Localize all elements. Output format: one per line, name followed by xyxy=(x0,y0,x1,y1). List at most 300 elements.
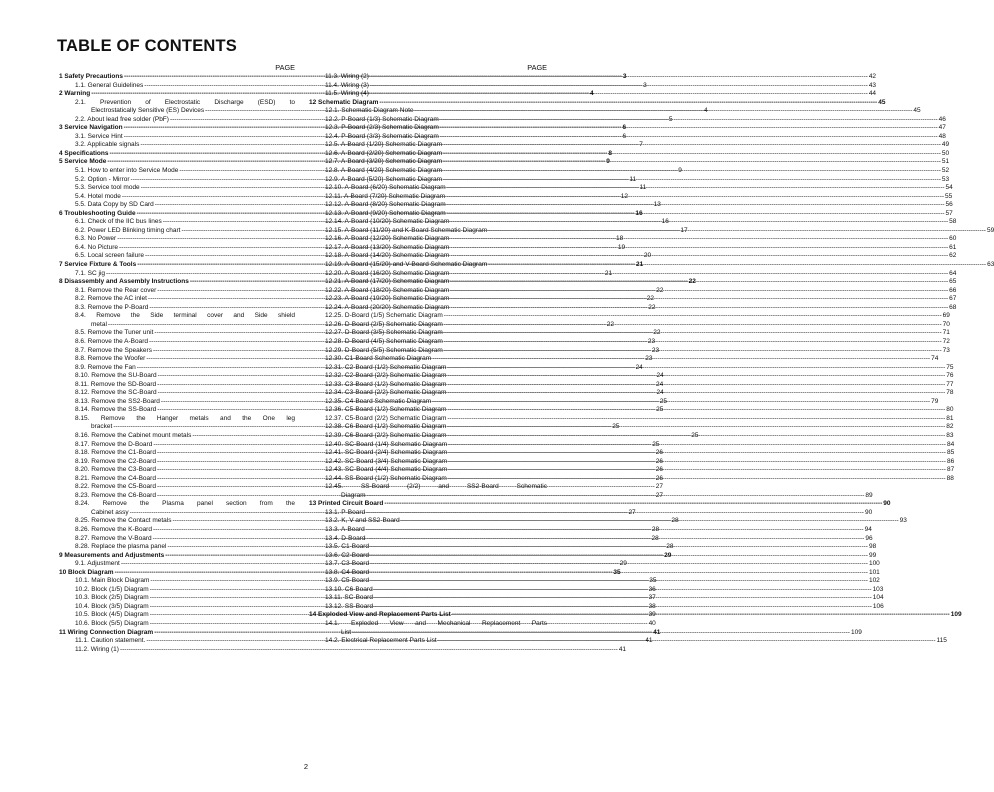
toc-section-entry[interactable] xyxy=(309,98,886,108)
toc-entry-title: 7 Service Fixture & Tools xyxy=(59,261,137,269)
toc-entry-page: 40 xyxy=(648,620,656,627)
toc-entry-page: 12 xyxy=(620,192,628,200)
toc-entry-title: 8.22. Remove the C5-Board xyxy=(75,483,156,491)
toc-entry-page: 24 xyxy=(635,363,643,371)
dot-leader xyxy=(444,312,942,321)
toc-subsection-entry[interactable] xyxy=(309,355,939,364)
toc-entry-page: 43 xyxy=(868,81,877,89)
toc-entry-title: 13.6. C2-Board xyxy=(325,551,370,559)
toc-subsection-entry[interactable] xyxy=(309,252,957,261)
dot-leader xyxy=(432,355,930,364)
toc-subsection-entry[interactable] xyxy=(309,320,950,330)
dot-leader xyxy=(448,466,946,475)
toc-entry-title: 10.2. Block (1/5) Diagram xyxy=(75,585,149,593)
toc-entry-page: 100 xyxy=(868,560,880,568)
toc-entry-title: 12.18. A-Board (14/20) Schematic Diagram xyxy=(325,252,450,260)
toc-entry-page: 80 xyxy=(946,406,954,414)
dot-leader xyxy=(447,210,945,219)
toc-entry-page: 49 xyxy=(941,141,950,149)
toc-entry-title-continued: Cabinet assy xyxy=(91,508,129,516)
toc-entry-title: 13.4. D-Board xyxy=(325,534,366,542)
dot-leader xyxy=(447,432,945,441)
toc-entry-title: 2.1. Prevention of Electrostatic Discharge (ESD) to xyxy=(75,98,295,106)
toc-entry-page: 52 xyxy=(941,167,950,175)
toc-entry-title: 10.5. Block (4/5) Diagram xyxy=(75,611,149,619)
dot-leader xyxy=(415,107,913,116)
toc-entry-title: 12.30. C1-Board Schematic Diagram xyxy=(325,355,432,363)
toc-entry-page: 41 xyxy=(653,628,661,636)
toc-entry-page: 3 xyxy=(622,73,627,80)
toc-entry-title: 12.22. A-Board (18/20) Schematic Diagram xyxy=(325,286,450,294)
toc-entry-title: 12.15. A-Board (11/20) and K-Board Schematic Diagram xyxy=(325,226,488,234)
toc-entry-page: 53 xyxy=(941,175,950,183)
dot-leader xyxy=(384,500,882,509)
dot-leader xyxy=(370,73,868,82)
toc-entry-title: 12.41. SC-Board (2/4) Schematic Diagram xyxy=(325,449,448,457)
toc-entry-title: 12.10. A-Board (6/20) Schematic Diagram xyxy=(325,184,446,192)
toc-subsection-entry[interactable] xyxy=(309,158,950,167)
toc-entry-title: 8.11. Remove the SD-Board xyxy=(75,380,157,388)
toc-entry-title: 13.5. C1-Board xyxy=(325,543,370,551)
toc-subsection-entry[interactable] xyxy=(309,115,946,125)
toc-entry-page: 103 xyxy=(872,585,884,593)
toc-subsection-entry[interactable] xyxy=(309,278,957,287)
toc-entry-page: 39 xyxy=(648,611,656,619)
toc-entry-title: 12.24. A-Board (20/20) Schematic Diagram xyxy=(325,303,450,311)
dot-leader xyxy=(367,492,865,501)
toc-entry-title: 8.19. Remove the C2-Board xyxy=(75,457,156,465)
toc-entry-title: 9 Measurements and Adjustments xyxy=(59,551,165,559)
toc-entry-title: 8.5. Remove the Tuner unit xyxy=(75,329,154,337)
toc-entry-title: 10.4. Block (3/5) Diagram xyxy=(75,602,149,610)
toc-entry-title: 1.1. General Guidelines xyxy=(75,81,144,89)
toc-entry-title: 14.2. Electrical Replacement Parts List xyxy=(325,637,437,645)
toc-subsection-entry[interactable] xyxy=(309,312,950,321)
dot-leader xyxy=(447,201,945,210)
toc-entry-page: 41 xyxy=(645,637,653,645)
dot-leader xyxy=(450,304,948,313)
toc-entry-page: 28 xyxy=(671,517,679,525)
dot-leader xyxy=(447,415,945,424)
toc-entry-page: 98 xyxy=(868,543,877,551)
page-title: TABLE OF CONTENTS xyxy=(57,37,238,55)
toc-entry-title: 12.27. D-Board (3/5) Schematic Diagram xyxy=(325,329,443,337)
toc-entry-page: 22 xyxy=(656,286,664,294)
dot-leader xyxy=(450,295,948,304)
toc-entry-title: 11.1. Caution statement. xyxy=(75,637,146,645)
toc-entry-page: 41 xyxy=(618,645,627,653)
toc-entry-page: 87 xyxy=(946,466,955,474)
toc-list-right xyxy=(309,73,994,646)
toc-entry-title: 8.26. Remove the K-Board xyxy=(75,525,152,533)
toc-entry-page: 35 xyxy=(613,568,621,576)
toc-entry-page: 35 xyxy=(649,577,657,585)
toc-entry-page: 60 xyxy=(949,235,957,243)
toc-entry-page: 6 xyxy=(622,132,627,140)
toc-entry-page: 96 xyxy=(865,534,873,542)
toc-entry-page: 22 xyxy=(646,295,654,303)
toc-entry-page: 72 xyxy=(942,337,950,345)
toc-entry-page: 42 xyxy=(868,73,877,80)
toc-entry-title: 12.5. A-Board (1/20) Schematic Diagram xyxy=(325,141,443,149)
toc-entry-title: 13.10. C6-Board xyxy=(325,585,373,593)
toc-subsection-entry[interactable] xyxy=(309,132,946,142)
toc-entry-title: 12.45. SS-Board (2/2) and SS2-Board Schematic xyxy=(325,483,547,491)
toc-entry-page: 9 xyxy=(678,167,682,175)
toc-entry-title: 13.7. C3-Board xyxy=(325,560,370,568)
toc-entry-page: 23 xyxy=(645,355,653,363)
toc-entry-title: 8.1. Remove the Rear cover xyxy=(75,286,157,294)
toc-entry-title: 11 Wiring Connection Diagram xyxy=(59,628,154,636)
toc-entry-page: 24 xyxy=(656,372,664,380)
toc-entry-page: 90 xyxy=(864,508,873,516)
toc-entry-page: 46 xyxy=(938,115,946,123)
toc-entry-page: 47 xyxy=(938,124,946,132)
toc-entry-title: 8.6. Remove the A-Board xyxy=(75,337,148,345)
toc-entry-page: 104 xyxy=(872,594,884,602)
toc-entry-page: 102 xyxy=(868,577,880,585)
dot-leader xyxy=(374,586,872,595)
toc-entry-title: 12.6. A-Board (2/20) Schematic Diagram xyxy=(325,149,443,157)
toc-entry-page: 101 xyxy=(868,568,880,576)
toc-entry-page: 11 xyxy=(639,184,647,192)
toc-subsection-entry[interactable] xyxy=(309,149,950,159)
toc-entry-page: 68 xyxy=(949,303,957,311)
dot-leader xyxy=(450,252,948,261)
toc-entry-page: 99 xyxy=(868,551,877,559)
toc-entry-title: 6.4. No Picture xyxy=(75,243,118,251)
toc-entry-page: 8 xyxy=(608,149,612,157)
dot-leader xyxy=(352,629,850,638)
dot-leader xyxy=(443,141,941,150)
toc-entry-title: 12.25. D-Board (1/5) Schematic Diagram xyxy=(325,312,443,320)
toc-entry-title: 12.38. C6-Board (1/2) Schematic Diagram xyxy=(325,423,447,431)
toc-entry-title: 11.5. Wiring (4) xyxy=(325,90,369,98)
toc-entry-title: 8.14. Remove the SS-Board xyxy=(75,406,157,414)
toc-entry-title-continued: metal xyxy=(91,320,107,328)
toc-entry-page: 24 xyxy=(656,380,664,388)
toc-entry-page: 25 xyxy=(652,440,660,448)
toc-entry-page: 63 xyxy=(987,261,994,269)
toc-entry-title: 3.2. Applicable signals xyxy=(75,141,140,149)
toc-entry-title: 5.4. Hotel mode xyxy=(75,192,121,200)
toc-entry-page: 19 xyxy=(617,243,626,251)
toc-entry-title: 8.8. Remove the Woofer xyxy=(75,355,146,363)
toc-entry-title: 6 Troubleshooting Guide xyxy=(59,209,136,217)
toc-section-entry[interactable] xyxy=(309,500,891,509)
dot-leader xyxy=(379,99,877,108)
toc-entry-title: 10.6. Block (5/5) Diagram xyxy=(75,620,149,627)
toc-entry-page: 86 xyxy=(946,457,955,465)
toc-entry-title: 12.4. P-Board (3/3) Schematic Diagram xyxy=(325,132,439,140)
toc-entry-title: 8.17. Remove the D-Board xyxy=(75,440,153,448)
toc-entry-page: 56 xyxy=(945,201,953,209)
toc-entry-title: 12.33. C3-Board (1/2) Schematic Diagram xyxy=(325,380,447,388)
toc-entry-title: 5.3. Service tool mode xyxy=(75,184,140,192)
toc-entry-title: 13.12. SS-Board xyxy=(325,602,374,610)
dot-leader xyxy=(366,535,864,544)
toc-entry-title: 8.23. Remove the C6-Board xyxy=(75,491,156,499)
toc-subsection-entry[interactable] xyxy=(309,295,957,304)
toc-entry-page: 20 xyxy=(643,252,652,260)
toc-entry-page: 70 xyxy=(942,320,950,328)
toc-entry-title-continued: bracket xyxy=(91,423,113,431)
toc-entry-title: 8.15. Remove the Hanger metals and the One leg xyxy=(75,414,295,422)
toc-entry-page: 90 xyxy=(883,500,891,508)
dot-leader xyxy=(444,347,942,356)
toc-subsection-entry[interactable] xyxy=(309,73,877,82)
toc-entry-title: 2.2. About lead free solder (PbF) xyxy=(75,115,169,123)
dot-leader xyxy=(443,176,941,185)
toc-entry-page: 94 xyxy=(864,525,872,533)
toc-entry-page: 16 xyxy=(635,209,643,217)
toc-entry-title: 9.1. Adjustment xyxy=(75,560,120,568)
toc-entry-page: 88 xyxy=(946,474,954,482)
toc-entry-page: 59 xyxy=(986,226,994,234)
toc-entry-title: 12.23. A-Board (19/20) Schematic Diagram xyxy=(325,295,450,303)
toc-entry-page: 73 xyxy=(942,346,950,354)
dot-leader xyxy=(452,611,950,620)
dot-leader xyxy=(447,406,945,415)
toc-entry-title: 12.19. A-Board (15/20) and V-Board Schematic Diagram xyxy=(325,261,488,269)
toc-entry-title: 12.32. C2-Board (2/2) Schematic Diagram xyxy=(325,372,447,380)
toc-entry-title: 11.4. Wiring (3) xyxy=(325,81,369,89)
toc-entry-title: 7.1. SC jig xyxy=(75,269,105,277)
toc-entry-title: 6.5. Local screen failure xyxy=(75,252,145,260)
toc-entry-title: 12.11. A-Board (7/20) Schematic Diagram xyxy=(325,192,446,200)
toc-entry-page: 4 xyxy=(590,90,594,98)
toc-entry-page: 93 xyxy=(899,517,907,525)
dot-leader xyxy=(443,158,941,167)
toc-entry-page: 57 xyxy=(945,209,953,217)
toc-entry-page: 26 xyxy=(655,466,664,474)
toc-entry-page: 28 xyxy=(651,534,659,542)
toc-entry-title: 8.7. Remove the Speakers xyxy=(75,346,152,354)
toc-entry-title: 8.2. Remove the AC inlet xyxy=(75,295,147,303)
dot-leader xyxy=(374,594,872,603)
toc-entry-page: 6 xyxy=(622,124,627,132)
toc-entry-page: 28 xyxy=(666,543,674,551)
toc-subsection-entry[interactable] xyxy=(309,303,957,313)
toc-entry-title: 13 Printed Circuit Board xyxy=(309,500,384,508)
toc-entry-page: 25 xyxy=(659,397,668,405)
toc-entry-page: 25 xyxy=(691,431,699,439)
toc-entry-title: 12.31. C2-Board (1/2) Schematic Diagram xyxy=(325,363,447,371)
dot-leader xyxy=(447,184,945,193)
toc-subsection-entry[interactable] xyxy=(309,141,950,150)
toc-entry-page: 55 xyxy=(945,192,953,200)
toc-entry-page: 109 xyxy=(850,628,862,636)
dot-leader xyxy=(450,270,948,279)
toc-entry-title: 13.8. C4-Board xyxy=(325,568,370,576)
page-column-header: PAGE xyxy=(275,63,295,72)
dot-leader xyxy=(450,218,948,227)
toc-entry-title: 6.2. Power LED Blinking timing chart xyxy=(75,226,181,234)
toc-entry-title: 5.1. How to enter into Service Mode xyxy=(75,167,179,175)
dot-leader xyxy=(370,560,868,569)
toc-entry-page: 45 xyxy=(878,98,886,106)
toc-entry-title: 12.43. SC-Board (4/4) Schematic Diagram xyxy=(325,466,448,474)
toc-entry-page: 76 xyxy=(946,372,954,380)
dot-leader xyxy=(370,577,868,586)
toc-entry-title: 8.24. Remove the Plasma panel section from the xyxy=(75,500,295,508)
toc-subsection-entry[interactable] xyxy=(309,81,877,91)
toc-entry-title-continued: Diagram xyxy=(341,491,366,499)
toc-entry-title: 11.3. Wiring (2) xyxy=(325,73,369,80)
toc-entry-title: 12.26. D-Board (2/5) Schematic Diagram xyxy=(325,320,443,328)
toc-entry-title: 12.39. C6-Board (2/2) Schematic Diagram xyxy=(325,431,447,439)
toc-entry-page: 69 xyxy=(942,312,950,320)
toc-subsection-entry[interactable] xyxy=(309,167,950,176)
toc-entry-title: 11.2. Wiring (1) xyxy=(75,645,119,653)
toc-subsection-entry[interactable] xyxy=(309,286,957,296)
toc-entry-title: 12.21. A-Board (17/20) Schematic Diagram xyxy=(325,278,450,286)
toc-entry-page: 21 xyxy=(636,261,644,269)
toc-entry-title: 13.1. P-Board xyxy=(325,508,366,516)
dot-leader xyxy=(450,287,948,296)
toc-entry-title: 5.5. Data Copy by SD Card xyxy=(75,201,154,209)
toc-entry-title: 10 Block Diagram xyxy=(59,568,114,576)
page-number: 2 xyxy=(303,762,309,771)
toc-entry-page: 54 xyxy=(945,184,953,192)
toc-entry-page: 74 xyxy=(931,355,939,363)
toc-entry-title: 12.29. D-Board (5/5) Schematic Diagram xyxy=(325,346,443,354)
dot-leader xyxy=(440,116,938,125)
toc-entry-page: 4 xyxy=(703,107,708,115)
toc-subsection-entry[interactable] xyxy=(309,90,877,99)
toc-entry-page: 17 xyxy=(680,226,688,234)
toc-entry-title: 12 Schematic Diagram xyxy=(309,98,379,106)
toc-entry-title: 8.20. Remove the C3-Board xyxy=(75,466,156,474)
toc-entry-page: 38 xyxy=(648,602,656,610)
dot-leader xyxy=(450,235,948,244)
toc-subsection-entry[interactable] xyxy=(309,261,994,270)
toc-entry-title: 8.27. Remove the V-Board xyxy=(75,534,152,542)
toc-entry-title: 12.2. P-Board (1/3) Schematic Diagram xyxy=(325,115,439,123)
toc-entry-title: 13.3. A-Board xyxy=(325,525,365,533)
toc-subsection-entry[interactable] xyxy=(309,329,950,338)
toc-entry-page: 45 xyxy=(913,107,921,115)
toc-entry-page: 24 xyxy=(656,389,664,397)
dot-leader xyxy=(444,329,942,338)
toc-entry-title: 5.2. Option - Mirror xyxy=(75,175,130,183)
toc-entry-page: 26 xyxy=(655,449,664,457)
toc-entry-page: 71 xyxy=(942,329,950,337)
dot-leader xyxy=(447,364,945,373)
toc-entry-page: 25 xyxy=(656,406,664,414)
dot-leader xyxy=(448,441,946,450)
toc-entry-page: 26 xyxy=(655,474,664,482)
toc-column-right xyxy=(309,63,994,646)
toc-entry-title: 12.20. A-Board (16/20) Schematic Diagram xyxy=(325,269,450,277)
toc-entry-page: 79 xyxy=(931,397,939,405)
dot-leader xyxy=(366,526,864,535)
toc-entry-title: 12.17. A-Board (13/20) Schematic Diagram xyxy=(325,243,450,251)
dot-leader xyxy=(401,517,899,526)
toc-entry-title: 10.3. Block (2/5) Diagram xyxy=(75,594,149,602)
toc-entry-title: 13.2. K, V and SS2-Board xyxy=(325,517,400,525)
toc-entry-page: 23 xyxy=(651,346,660,354)
toc-entry-title: 6.3. No Power xyxy=(75,235,117,243)
toc-entry-page: 26 xyxy=(655,457,664,465)
dot-leader xyxy=(370,82,868,91)
toc-entry-title-continued: List xyxy=(341,628,352,636)
dot-leader xyxy=(447,381,945,390)
toc-entry-title: 1 Safety Precautions xyxy=(59,73,123,80)
toc-entry-page: 21 xyxy=(604,269,613,277)
toc-entry-title: 12.34. C3-Board (2/2) Schematic Diagram xyxy=(325,389,447,397)
toc-entry-page: 65 xyxy=(949,278,957,286)
dot-leader xyxy=(450,278,948,287)
toc-entry-page: 48 xyxy=(938,132,946,140)
dot-leader xyxy=(444,338,942,347)
toc-entry-title: 12.36. C5-Board (1/2) Schematic Diagram xyxy=(325,406,447,414)
toc-entry-title: 12.35. C4-Board Schematic Diagram xyxy=(325,397,432,405)
toc-entry-title: 12.37. C5-Board (2/2) Schematic Diagram xyxy=(325,414,447,422)
toc-entry-title: 12.13. A-Board (9/20) Schematic Diagram xyxy=(325,209,446,217)
toc-entry-page: 58 xyxy=(949,218,957,226)
dot-leader xyxy=(438,637,936,646)
toc-entry-title: 8.25. Remove the Contact metals xyxy=(75,517,172,525)
toc-entry-title: 8.18. Remove the C1-Board xyxy=(75,449,156,457)
toc-entry-title: 8.3. Remove the P-Board xyxy=(75,303,149,311)
toc-entry-page: 78 xyxy=(946,389,954,397)
dot-leader xyxy=(448,458,946,467)
toc-entry-title: 8.9. Remove the Fan xyxy=(75,363,136,371)
toc-entry-page: 67 xyxy=(949,295,957,303)
dot-leader xyxy=(488,261,986,270)
toc-subsection-entry[interactable] xyxy=(59,645,627,655)
toc-entry-page: 64 xyxy=(949,269,957,277)
toc-entry-page: 18 xyxy=(616,235,624,243)
toc-entry-page: 106 xyxy=(872,602,884,610)
toc-entry-page: 29 xyxy=(664,551,672,559)
dot-leader xyxy=(370,569,868,578)
toc-entry-page: 115 xyxy=(936,637,947,645)
toc-entry-title: 8.16. Remove the Cabinet mount metals xyxy=(75,431,192,439)
toc-entry-page: 22 xyxy=(606,320,614,328)
toc-entry-title: 14 Exploded View and Replacement Parts List xyxy=(309,611,451,619)
toc-entry-title: 3 Service Navigation xyxy=(59,124,123,132)
toc-entry-page: 44 xyxy=(868,90,877,98)
toc-subsection-entry[interactable] xyxy=(309,124,946,133)
toc-entry-page: 13 xyxy=(653,201,661,209)
dot-leader xyxy=(446,193,944,202)
dot-leader xyxy=(447,389,945,398)
dot-leader xyxy=(370,90,868,99)
toc-entry-page: 7 xyxy=(639,141,643,149)
dot-leader xyxy=(443,150,941,159)
toc-entry-page: 62 xyxy=(949,252,957,260)
toc-entry-page: 84 xyxy=(946,440,955,448)
dot-leader xyxy=(440,133,938,142)
toc-entry-title: 12.1. Schematic Diagram Note xyxy=(325,107,414,115)
toc-entry-page: 16 xyxy=(661,218,669,226)
toc-entry-title: 10.1. Main Block Diagram xyxy=(75,577,150,585)
toc-entry-page: 75 xyxy=(946,363,954,371)
toc-entry-page: 50 xyxy=(941,149,950,157)
toc-entry-page: 5 xyxy=(668,115,673,123)
toc-entry-page: 77 xyxy=(946,380,954,388)
toc-subsection-entry[interactable] xyxy=(309,192,953,202)
toc-subsection-entry[interactable] xyxy=(309,107,921,116)
toc-entry-title: 8.28. Replace the plasma panel xyxy=(75,543,167,551)
toc-entry-page: 81 xyxy=(946,414,954,422)
toc-entry-page: 25 xyxy=(612,423,620,431)
toc-entry-title: 6.1. Check of the IIC bus lines xyxy=(75,218,162,226)
toc-entry-title: 13.9. C5-Board xyxy=(325,577,370,585)
toc-subsection-entry[interactable] xyxy=(309,414,954,424)
